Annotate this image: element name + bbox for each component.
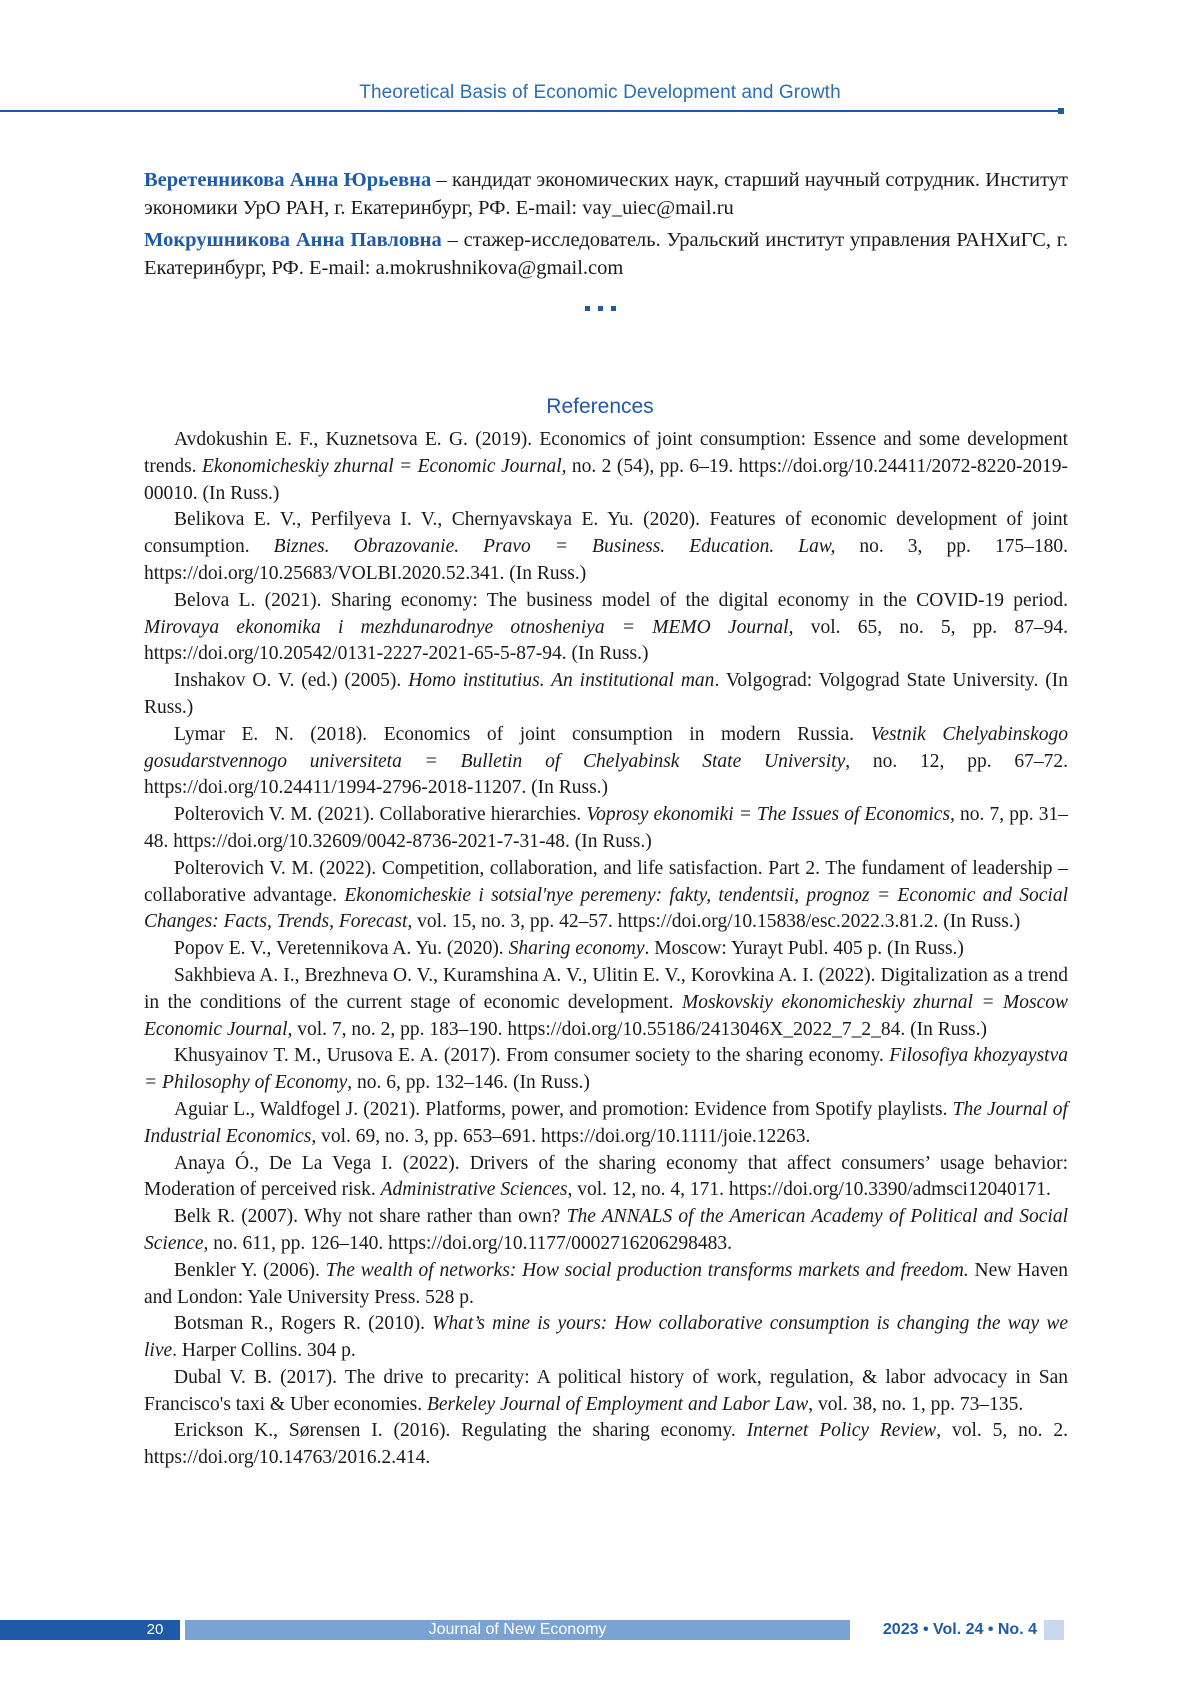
- reference-source: Voprosy ekonomiki = The Issues of Economics,: [586, 804, 955, 826]
- reference-item: [144, 1258, 1068, 1312]
- reference-text: Belk R. (2007). Why not share rather than own?: [174, 1206, 567, 1228]
- reference-details: New Haven and London: Yale University Press. 528 p.: [144, 1259, 1069, 1308]
- reference-source: The Journal of Industrial Economics: [144, 1098, 1068, 1147]
- reference-details: vol. 7, no. 2, pp. 183–190. https://doi.org/10.55186/2413046X_2022_7_2_84. (In Russ.): [292, 1018, 988, 1040]
- page-footer: [0, 1620, 1200, 1640]
- reference-text: Anaya Ó., De La Vega I. (2022). Drivers of the sharing economy that affect consumers’ usage behavior: Moderation of perceived risk.: [144, 1152, 1068, 1201]
- references-heading: References: [546, 395, 654, 418]
- reference-details: , no. 6, pp. 132–146. (In Russ.): [347, 1072, 590, 1094]
- journal-name: Journal of New Economy: [428, 1621, 607, 1638]
- reference-item: [144, 588, 1068, 668]
- reference-source: Moskovskiy ekonomicheskiy zhurnal = Moscow Economic Journal,: [144, 991, 1068, 1040]
- reference-details: vol. 15, no. 3, pp. 42–57. https://doi.org/10.15838/esc.2022.3.81.2. (In Russ.): [412, 911, 1021, 933]
- reference-source: Biznes. Obrazovanie. Pravo = Business. Education. Law,: [273, 536, 836, 558]
- reference-item: [144, 427, 1068, 507]
- running-header: [0, 78, 1200, 114]
- header-rule: [0, 110, 1060, 112]
- reference-item: [144, 856, 1068, 936]
- reference-text: Polterovich V. M. (2021). Collaborative hierarchies.: [174, 804, 587, 826]
- reference-source: Mirovaya ekonomika i mezhdunarodnye otnosheniya = MEMO Journal,: [144, 616, 794, 638]
- reference-text: Dubal V. B. (2017). The drive to precarity: A political history of work, regulation, & labor advocacy in San Francisco's taxi & Uber economies.: [144, 1366, 1068, 1415]
- reference-source: Homo institutius. An institutional man: [408, 670, 715, 692]
- author-info: [144, 166, 1068, 286]
- reference-details: , no. 611, pp. 126–140. https://doi.org/10.1177/0002716206298483.: [203, 1232, 733, 1254]
- reference-text: Belikova E. V., Perfilyeva I. V., Chernyavskaya E. Yu. (2020). Features of economic development of joint consumption.: [144, 509, 1068, 558]
- reference-item: [144, 507, 1068, 587]
- reference-item: [144, 722, 1068, 802]
- author-name: Мокрушникова Анна Павловна: [144, 229, 442, 251]
- reference-item: [144, 668, 1068, 722]
- reference-details: vol. 65, no. 5, pp. 87–94. https://doi.org/10.20542/0131-2227-2021-65-5-87-94. (In Russ.): [144, 616, 1068, 665]
- author-entry: [144, 226, 1068, 282]
- reference-details: , vol. 69, no. 3, pp. 653–691. https://doi.org/10.1111/joie.12263.: [311, 1125, 811, 1147]
- reference-text: Polterovich V. M. (2022). Competition, collaboration, and life satisfaction. Part 2. The fundament of leadership – collaborative advantage.: [144, 857, 1068, 906]
- reference-source: The wealth of networks: How social production transforms markets and freedom.: [325, 1259, 969, 1281]
- issue-info: 2023 • Vol. 24 • No. 4: [882, 1621, 1037, 1638]
- reference-source: Ekonomicheskiy zhurnal = Economic Journal,: [201, 455, 567, 477]
- reference-details: , vol. 12, no. 4, 171. https://doi.org/10.3390/admsci12040171.: [567, 1179, 1051, 1201]
- reference-source: The ANNALS of the American Academy of Political and Social Science: [144, 1206, 1068, 1254]
- reference-source: Filosofiya khozyaystva = Philosophy of Economy: [144, 1045, 1068, 1094]
- reference-text: Erickson K., Sørensen I. (2016). Regulating the sharing economy.: [174, 1420, 747, 1442]
- section-separator: [0, 298, 1200, 316]
- reference-item: [144, 1151, 1068, 1205]
- reference-text: Belova L. (2021). Sharing economy: The business model of the digital economy in the COVID-19 period.: [174, 589, 1068, 611]
- reference-item: [144, 1418, 1068, 1472]
- reference-item: [144, 1365, 1068, 1419]
- reference-text: Benkler Y. (2006).: [174, 1259, 326, 1281]
- reference-source: Sharing economy: [508, 938, 645, 960]
- reference-details: no. 3, pp. 175–180. https://doi.org/10.25683/VOLBI.2020.52.341. (In Russ.): [144, 536, 1068, 584]
- header-title: Theoretical Basis of Economic Development and Growth: [359, 82, 841, 103]
- reference-details: . Volgograd: Volgograd State University. (In Russ.): [144, 670, 1068, 718]
- reference-text: Khusyainov T. M., Urusova E. A. (2017). From consumer society to the sharing economy.: [174, 1045, 890, 1067]
- reference-text: Avdokushin E. F., Kuznetsova E. G. (2019). Economics of joint consumption: Essence and some development trends.: [144, 429, 1068, 477]
- reference-item: [144, 963, 1068, 1043]
- reference-item: [144, 802, 1068, 856]
- reference-source: Vestnik Chelyabinskogo gosudarstvennogo universiteta = Bulletin of Chelyabinsk State University: [144, 723, 1068, 772]
- page-number: 20: [146, 1621, 164, 1638]
- reference-text: Inshakov O. V. (ed.) (2005).: [174, 670, 409, 692]
- references-list: [144, 427, 1068, 1472]
- author-entry: [144, 166, 1068, 222]
- reference-text: Aguiar L., Waldfogel J. (2021). Platforms, power, and promotion: Evidence from Spotify playlists.: [174, 1098, 953, 1120]
- reference-item: [144, 1204, 1068, 1258]
- reference-text: Lymar E. N. (2018). Economics of joint consumption in modern Russia.: [174, 723, 871, 745]
- reference-text: Sakhbieva A. I., Brezhneva O. V., Kuramshina A. V., Ulitin E. V., Korovkina A. I. (2022). Digitalization as a trend in the conditions of the current stage of economic development.: [144, 964, 1068, 1013]
- author-name: Веретенникова Анна Юрьевна: [144, 169, 432, 191]
- reference-source: Berkeley Journal of Employment and Labor Law: [426, 1393, 809, 1415]
- reference-item: [144, 1097, 1068, 1151]
- reference-details: , vol. 38, no. 1, pp. 73–135.: [808, 1393, 1024, 1415]
- reference-details: no. 2 (54), pp. 6–19. https://doi.org/10.24411/2072-8220-2019-00010. (In Russ.): [144, 455, 1068, 504]
- reference-text: Botsman R., Rogers R. (2010).: [174, 1313, 433, 1335]
- author-affiliation: – стажер-исследователь. Уральский институт управления РАНХиГС, г. Екатеринбург, РФ. E-mail: a.mokrushnikova@gmail.com: [144, 229, 1068, 279]
- reference-item: [144, 1311, 1068, 1365]
- reference-item: [144, 1043, 1068, 1097]
- header-rule-end-square: [1058, 108, 1064, 114]
- reference-source: Administrative Sciences: [380, 1179, 568, 1201]
- reference-details: . Harper Collins. 304 p.: [172, 1340, 356, 1362]
- reference-source: Ekonomicheskie i sotsial'nye peremeny: fakty, tendentsii, prognoz = Economic and Social Changes: Facts, Trends, Forecast,: [144, 884, 1068, 933]
- reference-details: , vol. 5, no. 2. https://doi.org/10.14763/2016.2.414.: [144, 1420, 1068, 1469]
- reference-item: [144, 936, 1068, 963]
- author-affiliation: – кандидат экономических наук, старший научный сотрудник. Институт экономики УрО РАН, г. Екатеринбург, РФ. E-mail: vay_uiec@mail.ru: [144, 169, 1068, 219]
- reference-details: no. 7, pp. 31–48. https://doi.org/10.32609/0042-8736-2021-7-31-48. (In Russ.): [144, 804, 1069, 852]
- footer-bar-right: [1044, 1620, 1064, 1640]
- reference-text: Popov E. V., Veretennikova A. Yu. (2020).: [174, 938, 509, 960]
- reference-source: Internet Policy Review: [746, 1420, 937, 1442]
- reference-details: , no. 12, pp. 67–72. https://doi.org/10.24411/1994-2796-2018-11207. (In Russ.): [144, 750, 1069, 799]
- reference-details: . Moscow: Yurayt Publ. 405 p. (In Russ.): [644, 938, 964, 960]
- reference-source: What’s mine is yours: How collaborative consumption is changing the way we live: [144, 1313, 1068, 1362]
